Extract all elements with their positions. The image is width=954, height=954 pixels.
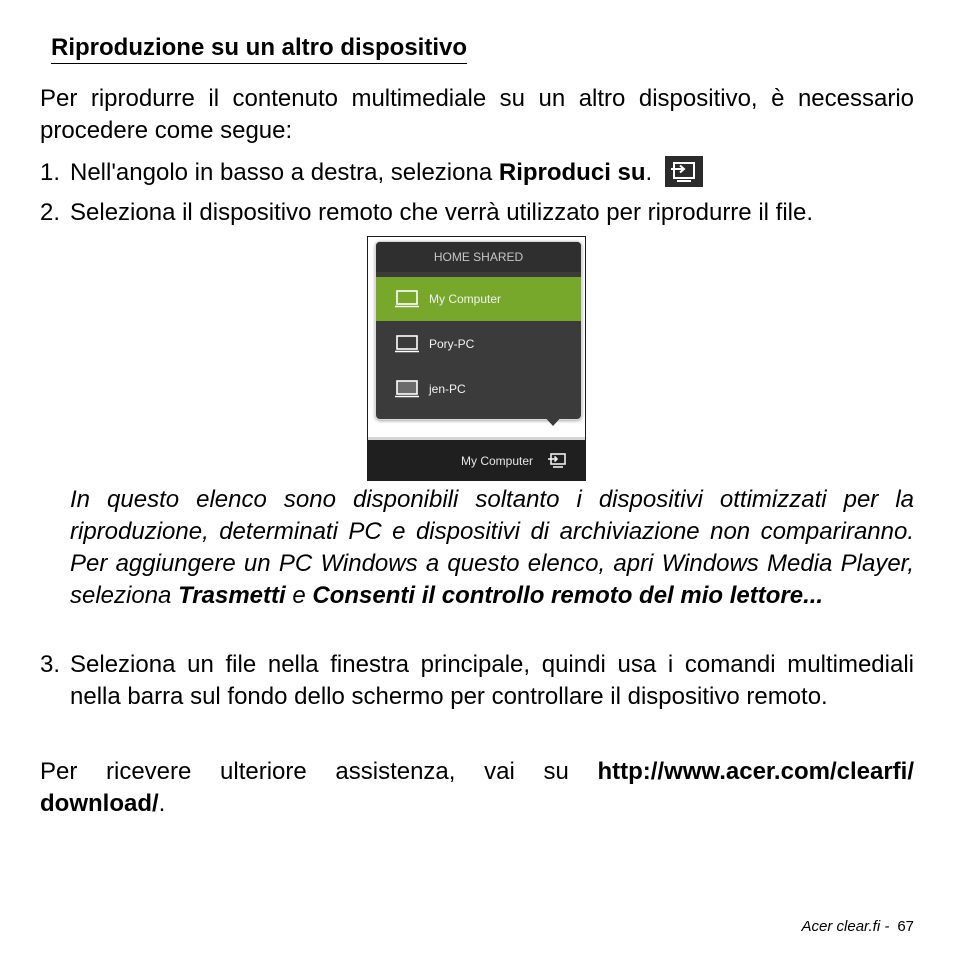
step-text: Seleziona il dispositivo remoto che verrà utilizzato per riprodurre il file.: [70, 199, 813, 226]
step-number: 2.: [40, 199, 61, 226]
note-paragraph: In questo elenco sono disponibili soltanto i dispositivi ottimizzati per la riproduzione, determinati PC e dispositivi di archiviazione non compariranno. Per aggiungere un PC Windows a questo elenco, apri Windows Media Player, seleziona Trasmetti e Consenti il controllo remoto del mio lettore...: [70, 486, 914, 609]
intro-paragraph: Per riprodurre il contenuto multimediale su un altro dispositivo, è necessario procedere come segue:: [40, 85, 914, 144]
step-3-number: [40, 649, 70, 681]
page-title: Riproduzione su un altro dispositivo: [51, 33, 467, 64]
device-label: jen-PC: [429, 382, 466, 396]
cast-menu-label: Trasmetti: [178, 582, 286, 609]
help-paragraph: Per ricevere ulteriore assistenza, vai su http://www.acer.com/clearfi/ download/.: [40, 758, 914, 817]
step-1: 1. Nell'angolo in basso a destra, seleziona Riproduci su.: [40, 156, 703, 189]
step-number: 3.: [40, 651, 61, 678]
device-item-pory-pc[interactable]: [376, 322, 581, 366]
help-link[interactable]: http://www.acer.com/clearfi/ download/: [40, 758, 914, 817]
step-2: [40, 197, 813, 229]
laptop-icon: [395, 335, 419, 353]
footer-label: Acer clear.fi -: [801, 918, 890, 935]
device-item-my-computer[interactable]: [376, 277, 581, 321]
current-device-label[interactable]: My Computer: [461, 454, 534, 468]
play-to-icon: [665, 156, 703, 187]
page-number: 67: [897, 918, 914, 935]
step-3-text: Seleziona un file nella finestra principale, quindi usa i comandi multimediali nella barra sul fondo dello schermo per controllare il dispositivo remoto.: [70, 651, 914, 710]
popup-header: HOME SHARED: [376, 242, 581, 272]
device-popup: [375, 241, 582, 420]
device-item-jen-pc[interactable]: [376, 367, 581, 411]
step-text: Nell'angolo in basso a destra, seleziona: [70, 159, 499, 186]
play-to-icon[interactable]: [546, 452, 568, 470]
laptop-icon: [395, 290, 419, 308]
popup-pointer: [542, 414, 564, 426]
laptop-icon: [395, 380, 419, 398]
device-label: Pory-PC: [429, 337, 475, 351]
page-footer: [802, 918, 914, 935]
play-to-label: Riproduci su: [498, 159, 646, 186]
player-bottom-bar: [368, 437, 585, 480]
play-to-screenshot: [367, 236, 586, 481]
remote-control-option: Consenti il controllo remoto del mio lettore...: [312, 582, 824, 609]
step-number: 1.: [40, 159, 61, 186]
device-label: My Computer: [429, 292, 502, 306]
